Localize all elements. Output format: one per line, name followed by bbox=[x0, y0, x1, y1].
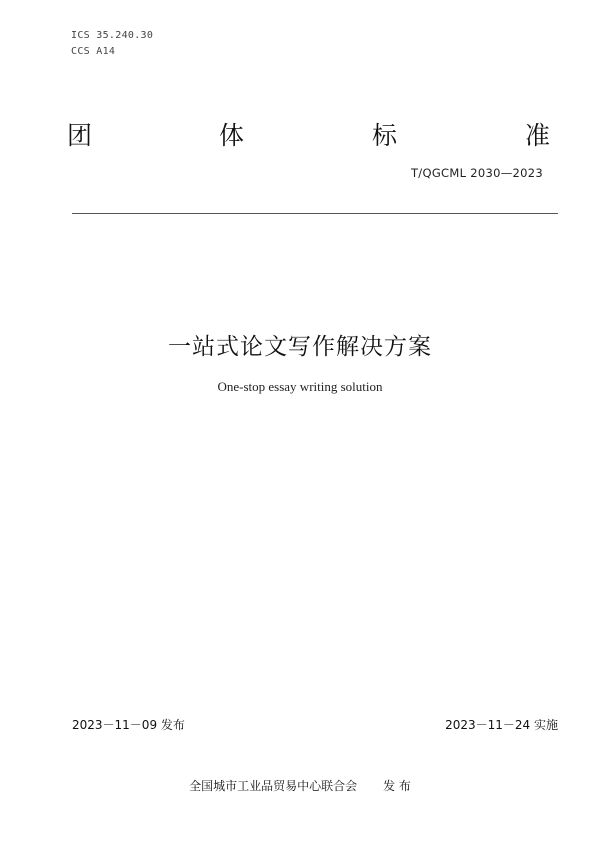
issuer-line bbox=[0, 777, 600, 794]
standard-code: T/QGCML 2030—2023 bbox=[410, 166, 543, 180]
header-divider bbox=[72, 213, 558, 214]
standard-type-char: 标 bbox=[372, 121, 398, 150]
document-title-english: One-stop essay writing solution bbox=[217, 379, 383, 394]
publish-date: 2023－11－09 发布 bbox=[72, 718, 185, 732]
ccs-code: CCS A14 bbox=[71, 46, 116, 57]
standard-type-char: 准 bbox=[525, 121, 551, 150]
document-title-chinese: 一站式论文写作解决方案 bbox=[168, 334, 432, 360]
issuer-action: 发 布 bbox=[383, 779, 411, 793]
ics-code: ICS 35.240.30 bbox=[71, 30, 154, 41]
issuer-name: 全国城市工业品贸易中心联合会 bbox=[189, 779, 358, 793]
implement-date: 2023－11－24 实施 bbox=[445, 718, 558, 732]
standard-type-char: 团 bbox=[67, 121, 93, 150]
standard-type-char: 体 bbox=[219, 121, 245, 150]
